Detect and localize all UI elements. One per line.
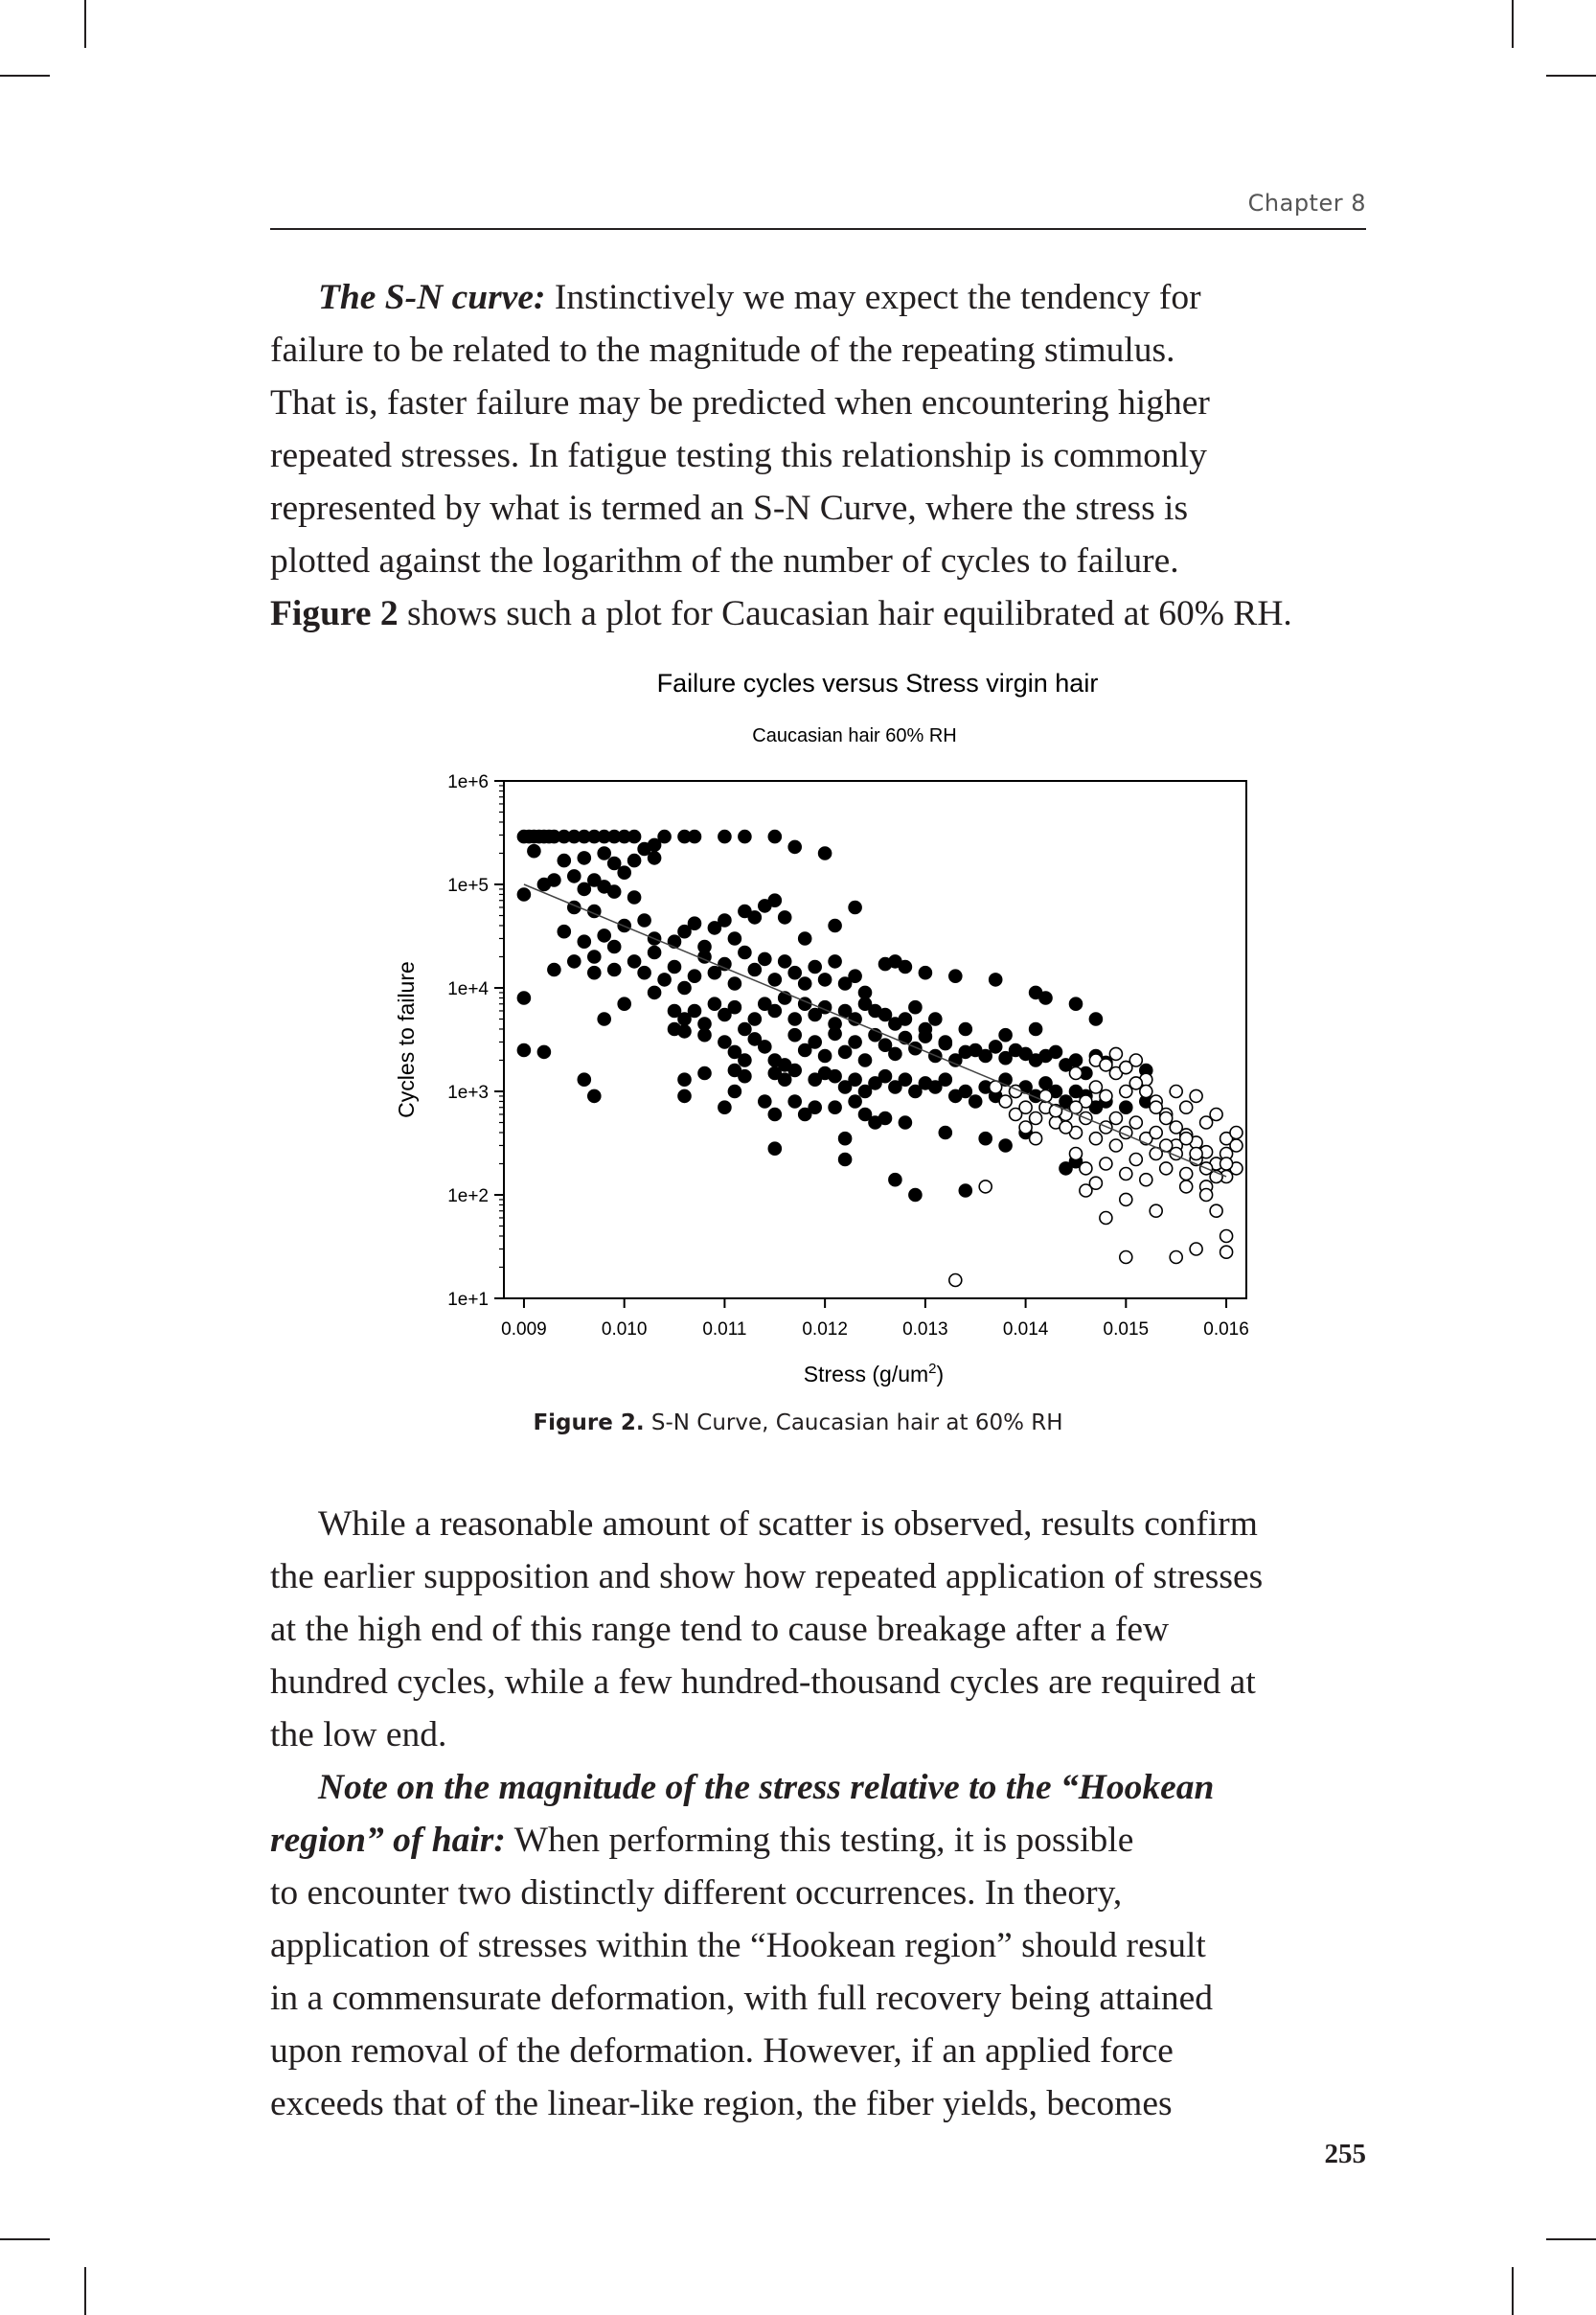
data-point-open [1220,1230,1233,1243]
data-point-filled [959,1086,971,1098]
crop-mark [84,0,86,48]
data-point-filled [678,1089,691,1102]
y-tick-label: 1e+5 [447,876,489,896]
data-point-filled [608,858,621,870]
data-point-filled [759,1095,771,1108]
data-point-open [1160,1112,1173,1125]
data-point-open [1230,1127,1243,1139]
x-tick-label: 0.015 [1103,1319,1150,1340]
data-point-filled [628,955,641,968]
data-point-filled [669,961,681,974]
data-point-filled [728,1086,741,1098]
y-tick-label: 1e+3 [447,1083,489,1103]
data-point-open [1070,1148,1083,1160]
data-point-filled [689,831,701,843]
crop-mark [1546,2238,1596,2240]
data-point-filled [990,974,1002,986]
text-line: That is, faster failure may be predicted when encountering higher [270,383,1210,423]
data-point-open [979,1180,992,1193]
data-point-filled [889,1047,901,1060]
trend-line [524,884,1226,1177]
data-point-filled [548,874,560,886]
x-tick-label: 0.012 [802,1319,848,1340]
data-point-filled [728,1001,741,1014]
data-point-filled [678,982,691,995]
data-point-open [1140,1174,1152,1186]
data-point-open [1180,1168,1193,1180]
data-point-filled [689,917,701,929]
running-header: Chapter 8 [1247,190,1366,217]
data-point-filled [689,970,701,982]
data-point-filled [1070,997,1083,1010]
data-point-open [1150,1204,1162,1217]
data-point-filled [979,1050,992,1063]
data-point-filled [588,967,601,979]
data-point-filled [889,1174,901,1186]
data-point-open [1019,1121,1032,1134]
data-point-open [1220,1246,1233,1258]
data-point-open [1080,1162,1092,1175]
data-point-filled [879,1039,892,1051]
data-point-filled [588,951,601,963]
data-point-filled [628,831,641,843]
data-point-open [1120,1062,1132,1074]
data-point-filled [698,1029,711,1042]
data-point-filled [649,838,661,851]
data-point-filled [919,1030,931,1043]
data-point-filled [768,1142,781,1155]
caption-text: S-N Curve, Caucasian hair at 60% RH [650,1410,1063,1435]
data-point-filled [739,1070,751,1083]
data-point-filled [979,1133,992,1145]
data-point-filled [788,967,801,979]
data-point-filled [1039,992,1052,1004]
data-point-open [1180,1101,1193,1113]
data-point-filled [608,885,621,898]
data-point-open [1129,1116,1142,1129]
data-point-filled [689,1005,701,1018]
data-point-filled [788,1095,801,1108]
data-point-open [1129,1154,1142,1166]
data-point-filled [829,920,841,932]
data-point-filled [578,882,590,895]
data-point-filled [859,1054,872,1066]
data-point-filled [578,1073,590,1086]
data-point-open [949,1274,962,1287]
data-point-open [1190,1243,1202,1255]
data-point-filled [638,914,650,927]
data-point-filled [748,1013,761,1025]
data-point-filled [759,1041,771,1053]
data-point-filled [739,947,751,959]
paragraph-scatter [270,1498,1368,2130]
data-point-open [1120,1168,1132,1180]
data-point-filled [748,911,761,924]
chart-title: Failure cycles versus Stress virgin hair [656,669,1099,698]
data-point-filled [708,997,720,1010]
x-tick-label: 0.016 [1203,1319,1249,1340]
text-line: represented by what is termed an S-N Curve, where the stress is [270,489,1189,528]
data-point-filled [819,974,832,986]
data-point-filled [788,1029,801,1042]
data-point-open [1089,1081,1102,1093]
data-point-filled [819,1050,832,1063]
data-point-open [1019,1101,1032,1113]
text-line: the earlier supposition and show how repeated application of stresses [270,1557,1264,1596]
data-point-filled [809,1101,821,1113]
data-point-filled [779,911,791,924]
data-point-filled [1120,1101,1132,1113]
text-line: the low end. [270,1715,447,1754]
data-point-open [1030,1133,1042,1145]
data-point-filled [899,1073,911,1086]
data-point-open [1190,1148,1202,1160]
lead-in: region” of hair: [270,1821,506,1860]
data-point-filled [939,1038,951,1050]
data-point-filled [849,970,861,982]
data-point-filled [839,1133,852,1145]
text-line: While a reasonable amount of scatter is observed, results confirm [318,1504,1258,1544]
data-point-open [1220,1158,1233,1170]
sn-curve-figure [364,661,1265,1428]
data-point-filled [649,986,661,998]
data-point-filled [558,855,570,867]
data-point-filled [969,1095,982,1108]
data-point-filled [879,1009,892,1021]
data-point-filled [718,831,731,843]
data-point-filled [909,1189,922,1202]
data-point-open [1100,1212,1112,1225]
data-point-filled [598,1013,610,1025]
data-point-open [1109,1112,1122,1125]
data-point-filled [849,902,861,914]
x-tick-label: 0.010 [601,1319,648,1340]
data-point-filled [879,1112,892,1125]
data-point-filled [718,1036,731,1048]
text-line: shows such a plot for Caucasian hair equilibrated at 60% RH. [407,594,1292,633]
data-point-open [1230,1139,1243,1152]
y-tick-label: 1e+4 [447,979,489,999]
data-point-filled [879,1070,892,1083]
data-point-filled [718,914,731,927]
data-point-filled [819,847,832,860]
data-point-filled [588,1089,601,1102]
text-line: to encounter two distinctly different occurrences. In theory, [270,1873,1123,1913]
data-point-filled [739,831,751,843]
data-point-filled [849,1036,861,1048]
data-point-filled [628,855,641,867]
page-number: 255 [1324,2139,1366,2169]
text-line: hundred cycles, while a few hundred-thousand cycles are required at [270,1662,1256,1702]
data-point-filled [568,955,581,968]
data-point-filled [779,1073,791,1086]
header-rule [270,228,1366,230]
data-point-filled [598,929,610,942]
data-point-filled [829,1101,841,1113]
data-point-open [1190,1089,1202,1102]
crop-mark [0,75,50,77]
data-point-open [1080,1184,1092,1197]
data-point-filled [799,977,811,990]
data-point-open [1170,1251,1182,1264]
data-point-open [1150,1101,1162,1113]
data-point-filled [839,1154,852,1166]
data-point-filled [739,1054,751,1066]
y-axis-label: Cycles to failure [394,961,419,1118]
data-point-filled [809,961,821,974]
x-tick-label: 0.011 [702,1319,747,1340]
caption-label: Figure 2. [533,1410,645,1435]
data-point-filled [829,1070,841,1083]
data-point-filled [990,1041,1002,1053]
data-point-open [1200,1189,1213,1202]
data-point-filled [708,967,720,979]
x-axis-label: Stress $(g/um^2)$ [803,1361,945,1387]
x-tick-label: 0.014 [1002,1319,1049,1340]
data-point-open [1120,1193,1132,1205]
data-point-filled [618,997,630,1010]
data-point-filled [649,947,661,959]
data-point-filled [1050,1045,1062,1058]
data-point-open [1100,1158,1112,1170]
data-point-filled [698,1067,711,1080]
crop-mark [1512,0,1514,48]
data-point-open [1210,1109,1222,1121]
data-point-filled [899,1116,911,1129]
data-point-filled [939,1127,951,1139]
data-point-filled [558,926,570,938]
text-line: upon removal of the deformation. However, if an applied force [270,2031,1174,2071]
data-point-filled [1030,1023,1042,1036]
crop-mark [1512,2267,1514,2315]
data-point-filled [788,1013,801,1025]
data-point-filled [748,964,761,976]
data-point-filled [728,932,741,945]
text-line: exceeds that of the linear-like region, the fiber yields, becomes [270,2084,1173,2123]
text-line: failure to be related to the magnitude of the repeating stimulus. [270,331,1175,370]
data-point-filled [839,1045,852,1058]
data-point-filled [899,961,911,974]
text-line: application of stresses within the “Hookean region” should result [270,1926,1206,1965]
data-point-open [1060,1121,1072,1134]
lead-in: Note on the magnitude of the stress relative to the “Hookean [318,1768,1215,1807]
text-line: Instinctively we may expect the tendency for [554,278,1201,317]
data-point-filled [939,1073,951,1086]
data-point-filled [929,1013,942,1025]
crop-mark [0,2238,50,2240]
figure-caption [0,1410,1596,1435]
data-point-filled [909,1001,922,1014]
scatter-chart [364,661,1265,1428]
data-point-filled [1089,1013,1102,1025]
data-point-filled [899,1032,911,1044]
data-point-filled [768,894,781,906]
y-tick-label: 1e+1 [447,1290,489,1310]
crop-mark [1546,75,1596,77]
data-point-open [1100,1089,1112,1102]
data-point-filled [959,1184,971,1197]
data-point-filled [759,952,771,965]
text-line: repeated stresses. In fatigue testing this relationship is commonly [270,436,1207,475]
data-point-open [1140,1086,1152,1098]
data-point-filled [739,1023,751,1036]
data-point-filled [718,1101,731,1113]
data-point-filled [919,967,931,979]
data-point-filled [768,974,781,986]
data-point-open [1030,1112,1042,1125]
data-point-filled [517,992,530,1004]
data-point-open [1210,1204,1222,1217]
data-point-filled [1070,1054,1083,1066]
data-point-filled [618,866,630,879]
data-point-filled [638,967,650,979]
data-point-filled [578,935,590,948]
data-point-filled [528,845,540,858]
chart-subtitle: Caucasian hair 60% RH [752,725,957,746]
data-point-filled [999,1139,1012,1152]
text-line: plotted against the logarithm of the number of cycles to failure. [270,541,1179,581]
data-point-filled [899,1013,911,1025]
y-tick-label: 1e+6 [447,772,489,792]
data-point-open [1100,1059,1112,1071]
data-point-filled [799,932,811,945]
data-point-open [1089,1133,1102,1145]
data-point-filled [949,970,962,982]
data-point-filled [598,847,610,860]
data-point-open [1160,1162,1173,1175]
data-point-filled [959,1023,971,1036]
data-point-open [1170,1086,1182,1098]
data-point-open [1180,1180,1193,1193]
data-point-filled [809,1036,821,1048]
data-point-filled [849,1095,861,1108]
data-point-open [999,1095,1012,1108]
data-point-filled [768,1109,781,1121]
data-point-open [1109,1139,1122,1152]
data-point-filled [788,1065,801,1077]
data-point-filled [678,1073,691,1086]
data-point-filled [537,1045,550,1058]
data-point-open [1109,1047,1122,1060]
data-point-filled [658,974,671,986]
data-point-open [1120,1251,1132,1264]
data-point-filled [548,964,560,976]
y-tick-label: 1e+2 [447,1186,489,1206]
data-point-filled [788,840,801,853]
data-point-filled [628,891,641,904]
data-point-open [1150,1127,1162,1139]
figure-reference: Figure 2 [270,594,399,633]
data-point-filled [517,888,530,901]
data-point-filled [568,870,581,882]
x-tick-label: 0.013 [902,1319,948,1340]
data-point-filled [649,852,661,864]
data-point-open [1070,1067,1083,1080]
paragraph-sn-curve [270,271,1368,640]
data-point-filled [829,955,841,968]
data-point-filled [829,1027,841,1040]
lead-in: The S-N curve: [318,278,546,317]
crop-mark [84,2267,86,2315]
data-point-filled [999,1029,1012,1042]
text-line: in a commensurate deformation, with full recovery being attained [270,1979,1214,2018]
x-tick-label: 0.009 [501,1319,547,1340]
data-point-filled [517,1044,530,1057]
data-point-filled [658,831,671,843]
data-point-filled [779,955,791,968]
data-point-filled [578,852,590,864]
data-point-filled [849,1073,861,1086]
data-point-filled [768,831,781,843]
data-point-filled [678,1025,691,1038]
data-point-filled [608,941,621,953]
data-point-open [1180,1133,1193,1145]
text-line: When performing this testing, it is possible [513,1821,1134,1860]
text-line: at the high end of this range tend to cause breakage after a few [270,1610,1170,1649]
data-point-filled [768,1005,781,1018]
data-point-filled [728,977,741,990]
data-point-filled [608,964,621,976]
